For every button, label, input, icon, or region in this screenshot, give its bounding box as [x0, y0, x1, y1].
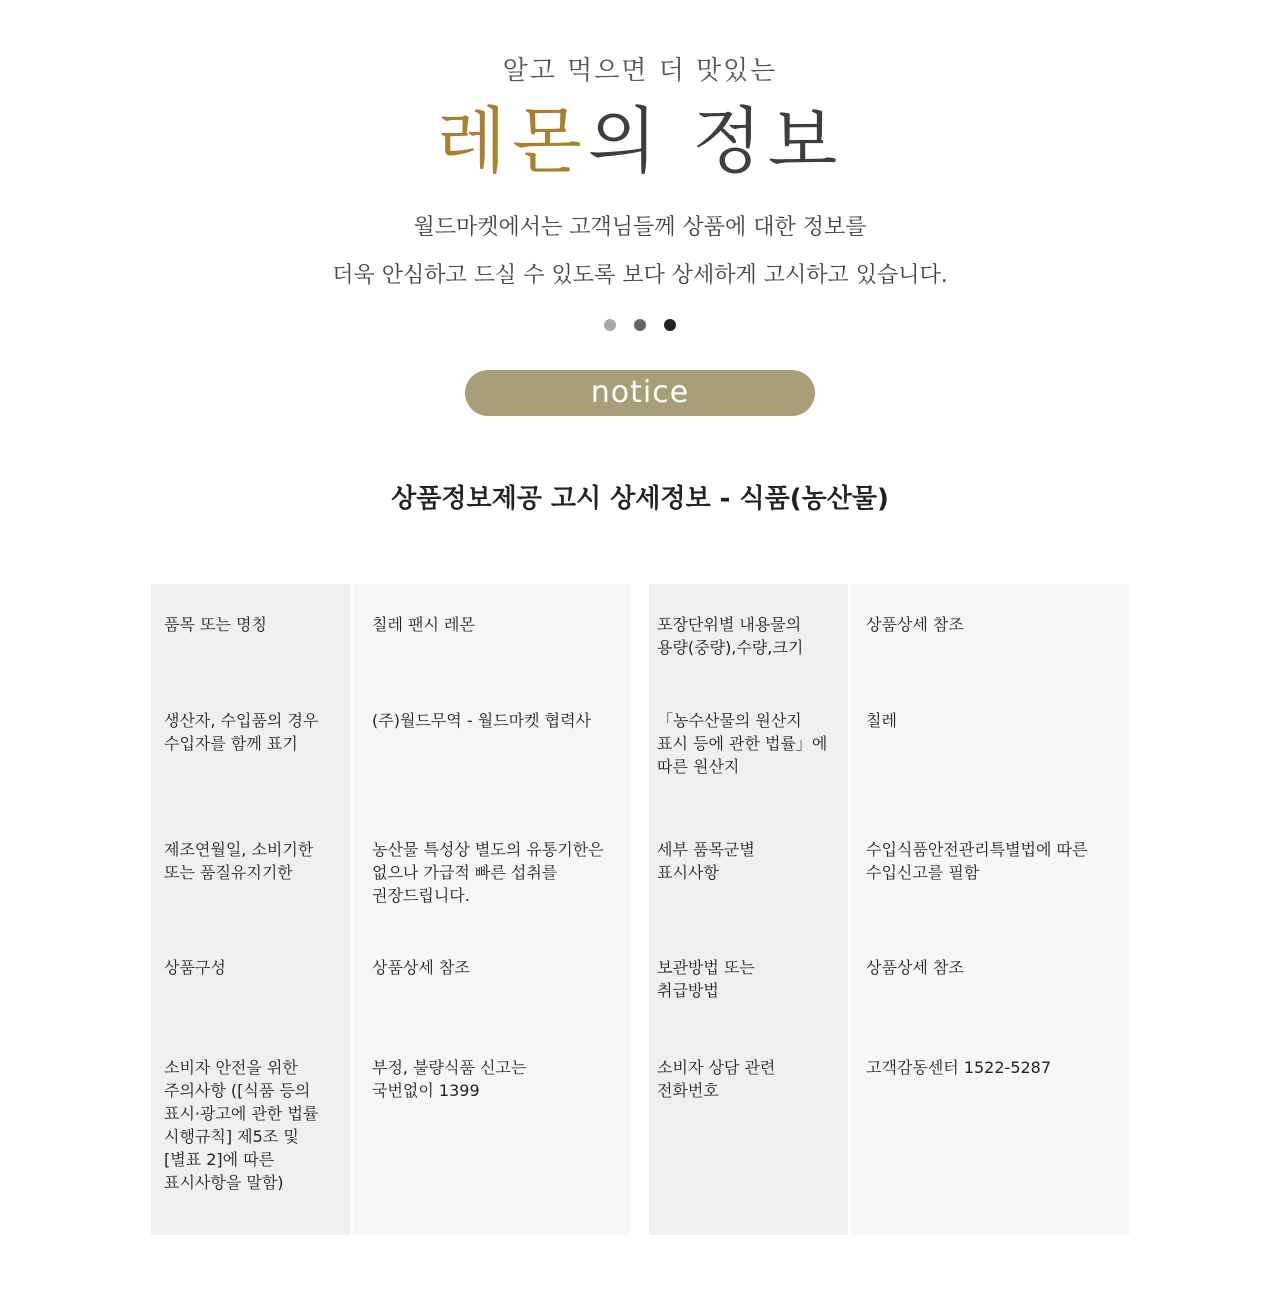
row-4-value-1: 상품상세 참조	[372, 958, 470, 977]
row-5-value-1: 부정, 불량식품 신고는 국번없이 1399	[372, 1058, 527, 1100]
row-4-value-2: 상품상세 참조	[866, 958, 964, 977]
slide-dot-1[interactable]	[604, 319, 616, 331]
row-2-value-1: (주)월드무역 - 월드마켓 협력사	[372, 711, 591, 730]
description-line-1: 월드마켓에서는 고객님들께 상품에 대한 정보를	[413, 215, 867, 240]
tagline: 알고 먹으면 더 맛있는	[502, 56, 778, 86]
row-1-value-2: 상품상세 참조	[866, 615, 964, 634]
row-3-value-2: 수입식품안전관리특별법에 따른 수입신고를 필함	[866, 840, 1088, 882]
slide-indicator	[604, 319, 676, 331]
title-highlight: 레몬	[436, 99, 588, 183]
row-1-label-1: 품목 또는 명칭	[164, 615, 267, 634]
row-4-label-2: 보관방법 또는 취급방법	[657, 958, 755, 1000]
row-5-label-1: 소비자 안전을 위한 주의사항 ([식품 등의 표시·광고에 관한 법률 시행규칙] 제5조 및 [별표 2]에 따른 표시사항을 말함)	[164, 1058, 319, 1192]
slide-dot-3[interactable]	[664, 319, 676, 331]
description-line-2: 더욱 안심하고 드실 수 있도록 보다 상세하게 고시하고 있습니다.	[332, 263, 948, 288]
value-column-1	[353, 584, 630, 1235]
row-4-label-1: 상품구성	[164, 958, 226, 977]
row-2-label-1: 생산자, 수입품의 경우 수입자를 함께 표기	[164, 711, 319, 753]
row-2-value-2: 칠레	[866, 711, 897, 730]
title-rest: 의 정보	[587, 99, 844, 183]
row-5-label-2: 소비자 상담 관련 전화번호	[657, 1058, 776, 1100]
value-column-2	[851, 584, 1130, 1235]
product-info-table	[151, 584, 1130, 1235]
row-1-value-1: 칠레 팬시 레몬	[372, 615, 475, 634]
row-1-label-2: 포장단위별 내용물의 용량(중량),수량,크기	[657, 615, 804, 657]
page-title	[0, 96, 1280, 186]
row-3-label-2: 세부 품목군별 표시사항	[657, 840, 755, 882]
row-5-value-2: 고객감동센터 1522-5287	[866, 1058, 1052, 1077]
row-3-label-1: 제조연월일, 소비기한 또는 품질유지기한	[164, 840, 314, 882]
slide-dot-2[interactable]	[634, 319, 646, 331]
label-column-2	[649, 584, 848, 1235]
section-title: 상품정보제공 고시 상세정보 - 식품(농산물)	[391, 484, 889, 514]
row-3-value-1: 농산물 특성상 별도의 유통기한은 없으나 가급적 빠른 섭취를 권장드립니다.	[372, 840, 604, 905]
notice-badge: notice	[465, 370, 815, 416]
row-2-label-2: 「농수산물의 원산지 표시 등에 관한 법률」에 따른 원산지	[657, 711, 828, 776]
